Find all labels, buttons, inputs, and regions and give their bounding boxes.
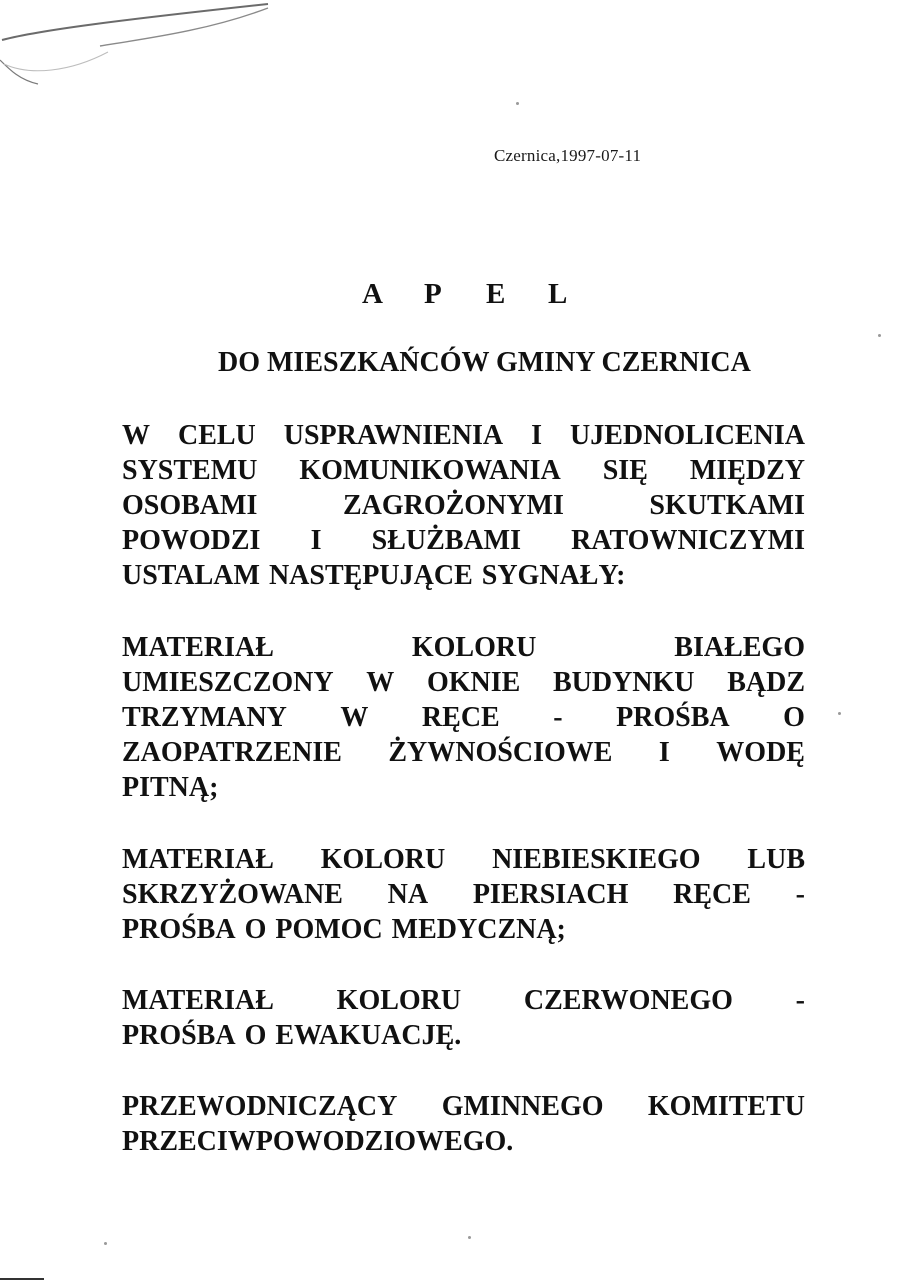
- word: MATERIAŁ: [122, 985, 274, 1016]
- word: MATERIAŁ: [122, 632, 274, 663]
- word: PITNĄ;: [122, 772, 219, 803]
- scan-speck: [838, 712, 841, 715]
- text-line: [122, 453, 805, 488]
- word: CZERWONEGO: [523, 985, 733, 1016]
- word: KOLORU: [320, 844, 446, 875]
- word: NIEBIESKIEGO: [492, 844, 701, 875]
- word: W: [122, 420, 150, 451]
- word: OKNIE: [426, 667, 521, 698]
- word: UJEDNOLICENIA: [570, 420, 805, 451]
- text-line: [122, 700, 805, 735]
- word: -: [795, 879, 805, 910]
- word: GMINNEGO: [441, 1091, 604, 1122]
- scan-speck: [516, 102, 519, 105]
- title-letter: L: [548, 278, 568, 310]
- text-line: [122, 1089, 805, 1124]
- word: PROŚBA: [122, 914, 236, 945]
- word: PIERSIACH: [472, 879, 629, 910]
- paragraph-blue-signal: [122, 842, 805, 947]
- word: I: [658, 737, 670, 768]
- paragraph-red-signal: [122, 983, 805, 1053]
- text-line: [122, 418, 805, 453]
- word: LUB: [747, 844, 805, 875]
- word: NA: [387, 879, 429, 910]
- scan-speck: [468, 1236, 471, 1239]
- word: SIĘ: [602, 455, 648, 486]
- word: ZAGROŻONYMI: [342, 490, 564, 521]
- word: SYSTEMU: [122, 455, 258, 486]
- word: BUDYNKU: [552, 667, 695, 698]
- title-letter: P: [424, 278, 442, 310]
- word: W: [366, 667, 395, 698]
- word: O: [244, 1020, 267, 1051]
- word: USTALAM: [122, 560, 260, 591]
- word: ŻYWNOŚCIOWE: [388, 737, 613, 768]
- text-line: [122, 630, 805, 665]
- word: SKRZYŻOWANE: [122, 879, 343, 910]
- word: PROŚBA: [122, 1020, 236, 1051]
- word: OSOBAMI: [122, 490, 258, 521]
- paragraph-intro: [122, 418, 805, 593]
- word: PROŚBA: [616, 702, 730, 733]
- word: EWAKUACJĘ.: [275, 1020, 462, 1051]
- text-line: [122, 1018, 805, 1053]
- word: NASTĘPUJĄCE: [268, 560, 473, 591]
- word: SŁUŻBAMI: [371, 525, 521, 556]
- word: POMOC: [275, 914, 383, 945]
- word: I: [310, 525, 322, 556]
- text-line: [122, 558, 805, 593]
- paragraph-white-signal: [122, 630, 805, 805]
- word: MATERIAŁ: [122, 844, 274, 875]
- word: MIĘDZY: [689, 455, 805, 486]
- word: I: [531, 420, 543, 451]
- word: -: [795, 985, 805, 1016]
- text-line: [122, 842, 805, 877]
- title-letter: A: [362, 278, 383, 310]
- word: BĄDZ: [727, 667, 805, 698]
- word: MEDYCZNĄ;: [391, 914, 566, 945]
- word: KOMUNIKOWANIA: [299, 455, 561, 486]
- scan-speck: [878, 334, 881, 337]
- document-subtitle: DO MIESZKAŃCÓW GMINY CZERNICA: [218, 347, 751, 378]
- word: KOLORU: [411, 632, 537, 663]
- word: KOMITETU: [647, 1091, 805, 1122]
- word: SYGNAŁY:: [481, 560, 626, 591]
- word: TRZYMANY: [122, 702, 287, 733]
- word: RATOWNICZYMI: [571, 525, 805, 556]
- title-letter: E: [486, 278, 506, 310]
- word: -: [553, 702, 563, 733]
- word: O: [783, 702, 805, 733]
- document-title: [362, 278, 610, 311]
- scan-speck: [104, 1242, 107, 1245]
- word: USPRAWNIENIA: [283, 420, 504, 451]
- word: KOLORU: [336, 985, 462, 1016]
- text-line: [122, 1124, 805, 1159]
- text-line: [122, 488, 805, 523]
- word: POWODZI: [122, 525, 261, 556]
- word: SKUTKAMI: [649, 490, 805, 521]
- word: RĘCE: [421, 702, 500, 733]
- word: O: [244, 914, 267, 945]
- text-line: [122, 877, 805, 912]
- text-line: [122, 912, 805, 947]
- word: UMIESZCZONY: [122, 667, 334, 698]
- word: PRZEWODNICZĄCY: [122, 1091, 398, 1122]
- text-line: [122, 523, 805, 558]
- word: PRZECIWPOWODZIOWEGO.: [122, 1126, 514, 1157]
- text-line: [122, 983, 805, 1018]
- text-line: [122, 735, 805, 770]
- word: ZAOPATRZENIE: [122, 737, 342, 768]
- text-line: [122, 770, 805, 805]
- word: BIAŁEGO: [674, 632, 805, 663]
- word: WODĘ: [716, 737, 805, 768]
- scan-fold-mark: [0, 0, 290, 100]
- document-date: Czernica,1997-07-11: [494, 146, 642, 165]
- word: RĘCE: [673, 879, 751, 910]
- word: W: [340, 702, 369, 733]
- word: CELU: [177, 420, 256, 451]
- paragraph-signature: [122, 1089, 805, 1159]
- text-line: [122, 665, 805, 700]
